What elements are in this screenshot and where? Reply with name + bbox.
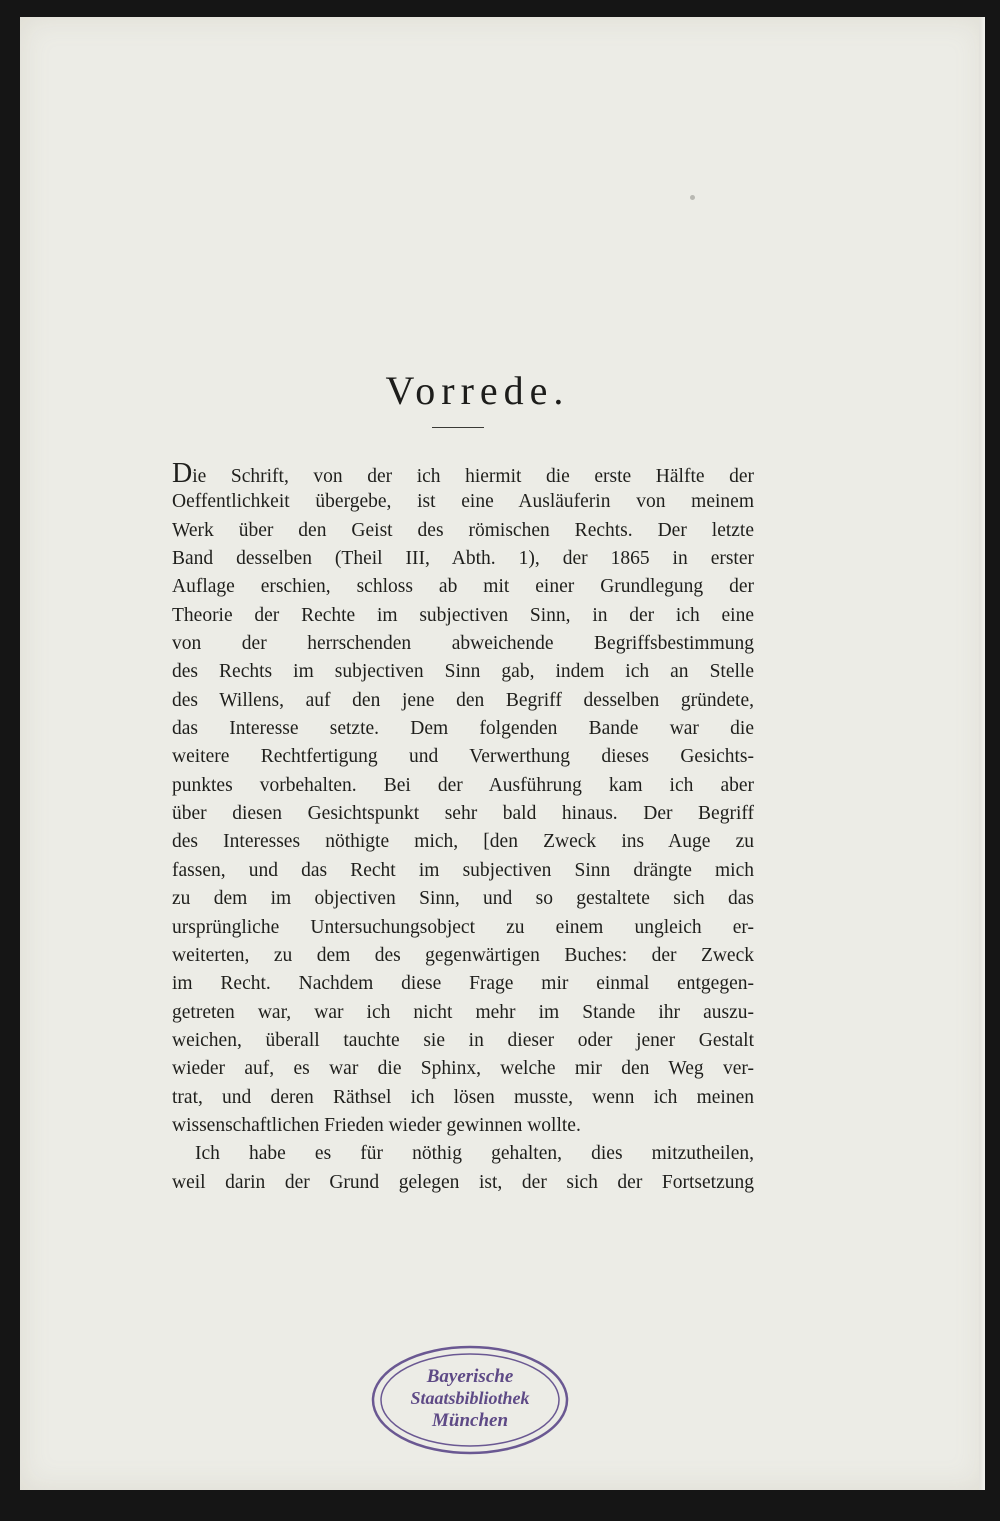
- text-line: punktes vorbehalten. Bei der Ausführung kam ich aber: [172, 774, 754, 796]
- text-line: von der herrschenden abweichende Begriffsbestimmung: [172, 633, 754, 655]
- text-line: Band desselben (Theil III, Abth. 1), der 1865 in erster: [172, 548, 754, 570]
- text-line: weiterten, zu dem des gegenwärtigen Buches: der Zweck: [172, 944, 754, 966]
- text-line: Werk über den Geist des römischen Rechts. Der letzte: [172, 519, 754, 541]
- library-stamp: [369, 1342, 571, 1459]
- stamp-line: München: [431, 1410, 509, 1431]
- text-line: wissenschaftlichen Frieden wieder gewinnen wollte.: [172, 1114, 581, 1136]
- text-line: Theorie der Rechte im subjectiven Sinn, in der ich eine: [172, 604, 754, 626]
- body-text: [172, 460, 754, 1197]
- text-line: über diesen Gesichtspunkt sehr bald hinaus. Der Begriff: [172, 803, 754, 825]
- text-line: im Recht. Nachdem diese Frage mir einmal entgegen-: [172, 973, 754, 995]
- paper-speck: [690, 195, 695, 200]
- text-line: getreten war, war ich nicht mehr im Stande ihr auszu-: [172, 1001, 754, 1023]
- text-line: des Willens, auf den jene den Begriff desselben gründete,: [172, 689, 754, 711]
- book-page: [20, 17, 985, 1490]
- page-edge: [979, 17, 985, 1490]
- text-line: weil darin der Grund gelegen ist, der sich der Fortsetzung: [172, 1171, 754, 1193]
- drop-cap: D: [172, 458, 193, 489]
- text-line: zu dem im objectiven Sinn, und so gestaltete sich das: [172, 888, 754, 910]
- page-title: Vorrede.: [385, 368, 570, 413]
- text-line: weichen, überall tauchte sie in dieser oder jener Gestalt: [172, 1029, 754, 1051]
- stamp-line: Staatsbibliothek: [410, 1388, 530, 1408]
- text-line: ursprüngliche Untersuchungsobject zu einem ungleich er-: [172, 916, 754, 938]
- text-line: Ich habe es für nöthig gehalten, dies mitzutheilen,: [195, 1143, 754, 1165]
- text-line: des Rechts im subjectiven Sinn gab, indem ich an Stelle: [172, 661, 754, 683]
- title-rule: [432, 427, 484, 428]
- text-line: Oeffentlichkeit übergebe, ist eine Ausläuferin von meinem: [172, 491, 754, 513]
- text-line: fassen, und das Recht im subjectiven Sinn drängte mich: [172, 859, 754, 881]
- text-line: Auflage erschien, schloss ab mit einer Grundlegung der: [172, 576, 754, 598]
- text-line: weitere Rechtfertigung und Verwerthung dieses Gesichts-: [172, 746, 754, 768]
- text-line: Die Schrift, von der ich hiermit die erste Hälfte der: [172, 458, 754, 489]
- text-line: des Interesses nöthigte mich, [den Zweck ins Auge zu: [172, 831, 754, 853]
- stamp-line: Bayerische: [426, 1366, 514, 1387]
- text-line: wieder auf, es war die Sphinx, welche mir den Weg ver-: [172, 1058, 754, 1080]
- text-line: das Interesse setzte. Dem folgenden Bande war die: [172, 718, 754, 740]
- text-line: trat, und deren Räthsel ich lösen musste, wenn ich meinen: [172, 1086, 754, 1108]
